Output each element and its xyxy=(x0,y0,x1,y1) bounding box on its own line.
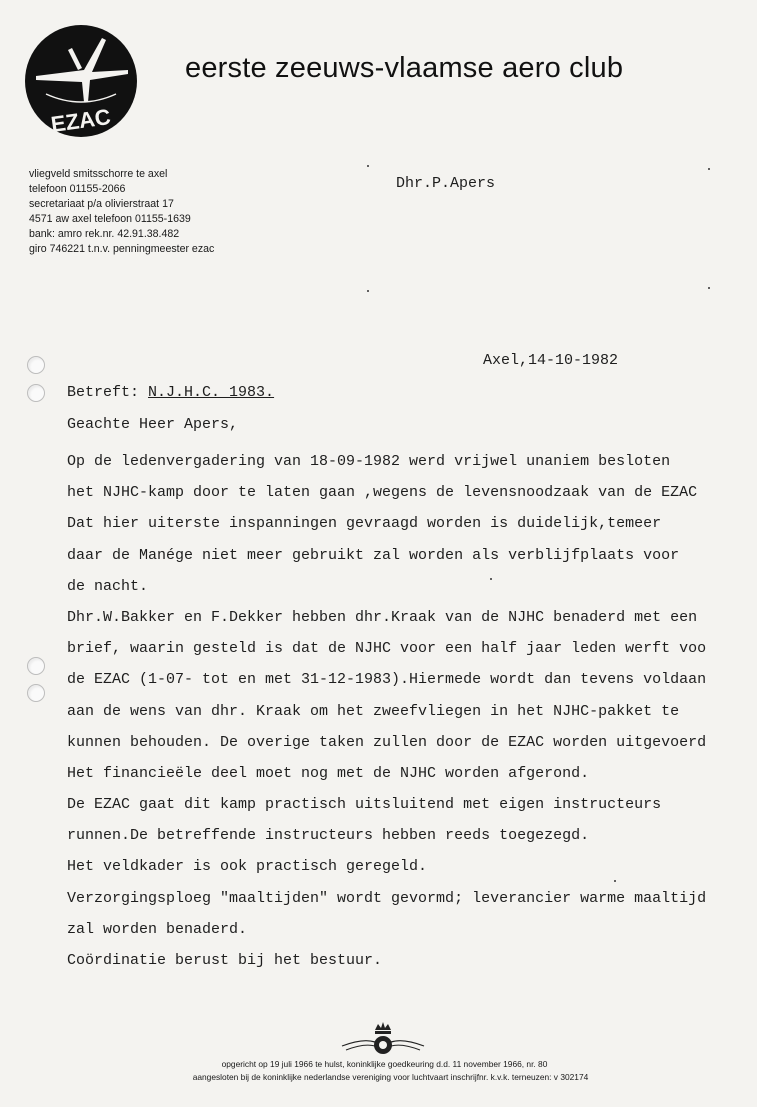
body-line: aan de wens van dhr. Kraak om het zweefvliegen in het NJHC-pakket te xyxy=(67,702,680,720)
body-line: daar de Manége niet meer gebruikt zal worden als verblijfplaats voor xyxy=(67,546,680,564)
punch-hole xyxy=(27,657,45,675)
subject-value: N.J.H.C. 1983. xyxy=(148,384,275,401)
body-line: Dhr.W.Bakker en F.Dekker hebben dhr.Kraak van de NJHC benaderd met een xyxy=(67,608,698,626)
paper-speck xyxy=(708,168,710,170)
body-line: Verzorgingsploeg "maaltijden" wordt gevormd; leverancier warme maaltijd xyxy=(67,889,707,907)
address-line: secretariaat p/a olivierstraat 17 xyxy=(29,198,174,211)
body-line: brief, waarin gesteld is dat de NJHC voor een half jaar leden werft voo xyxy=(67,640,707,658)
body-line: Op de ledenvergadering van 18-09-1982 werd vrijwel unaniem besloten xyxy=(67,453,671,470)
body-line: kunnen behouden. De overige taken zullen door de EZAC worden uitgevoerd xyxy=(67,733,707,751)
address-line: telefoon 01155-2066 xyxy=(29,183,126,196)
club-address xyxy=(29,167,214,258)
recipient: Dhr.P.Apers xyxy=(396,175,496,192)
ezac-logo-icon xyxy=(24,24,138,138)
salutation: Geachte Heer Apers, xyxy=(67,416,239,433)
body-line: Dat hier uiterste inspanningen gevraagd worden is duidelijk,temeer xyxy=(67,515,662,533)
address-line: bank: amro rek.nr. 42.91.38.482 xyxy=(29,228,180,241)
punch-hole xyxy=(27,356,45,374)
address-line: 4571 aw axel telefoon 01155-1639 xyxy=(29,213,191,226)
paper-speck xyxy=(614,880,616,882)
dateline: Axel,14-10-1982 xyxy=(483,352,619,369)
address-line: giro 746221 t.n.v. penningmeester ezac xyxy=(29,243,215,256)
knvvl-emblem-icon xyxy=(338,1016,428,1062)
address-line: vliegveld smitsschorre te axel xyxy=(29,168,168,180)
subject-label: Betreft: xyxy=(67,384,140,401)
footer-line: aangesloten bij de koninklijke nederlandse vereniging voor luchtvaart inschrijfnr. k.v.k. terneuzen: v 302174 xyxy=(192,1072,589,1082)
paper-speck xyxy=(490,578,492,580)
body-line: Het financieële deel moet nog met de NJHC worden afgerond. xyxy=(67,764,590,782)
body-line: De EZAC gaat dit kamp practisch uitsluitend met eigen instructeurs xyxy=(67,796,662,814)
body-line: Het veldkader is ook practisch geregeld. xyxy=(67,858,428,876)
subject-line xyxy=(67,384,274,401)
body-line: de EZAC (1-07- tot en met 31-12-1983).Hiermede wordt dan tevens voldaan xyxy=(67,671,707,689)
logo-text: EZAC xyxy=(49,103,113,138)
body-line: het NJHC-kamp door te laten gaan ,wegens de levensnoodzaak van de EZAC xyxy=(67,484,698,502)
paper-speck xyxy=(367,165,369,167)
punch-hole xyxy=(27,384,45,402)
paper-speck xyxy=(708,287,710,289)
body-line: runnen.De betreffende instructeurs hebben reeds toegezegd. xyxy=(67,827,590,845)
letter-body xyxy=(67,446,706,976)
punch-hole xyxy=(27,684,45,702)
footer-line: opgericht op 19 juli 1966 te hulst, koninklijke goedkeuring d.d. 11 november 1966, nr. 80 xyxy=(221,1059,548,1069)
body-line: zal worden benaderd. xyxy=(67,920,248,938)
body-line: Coördinatie berust bij het bestuur. xyxy=(67,952,383,969)
club-name: eerste zeeuws-vlaamse aero club xyxy=(185,52,624,84)
body-line: de nacht. xyxy=(67,577,149,595)
paper-speck xyxy=(367,290,369,292)
